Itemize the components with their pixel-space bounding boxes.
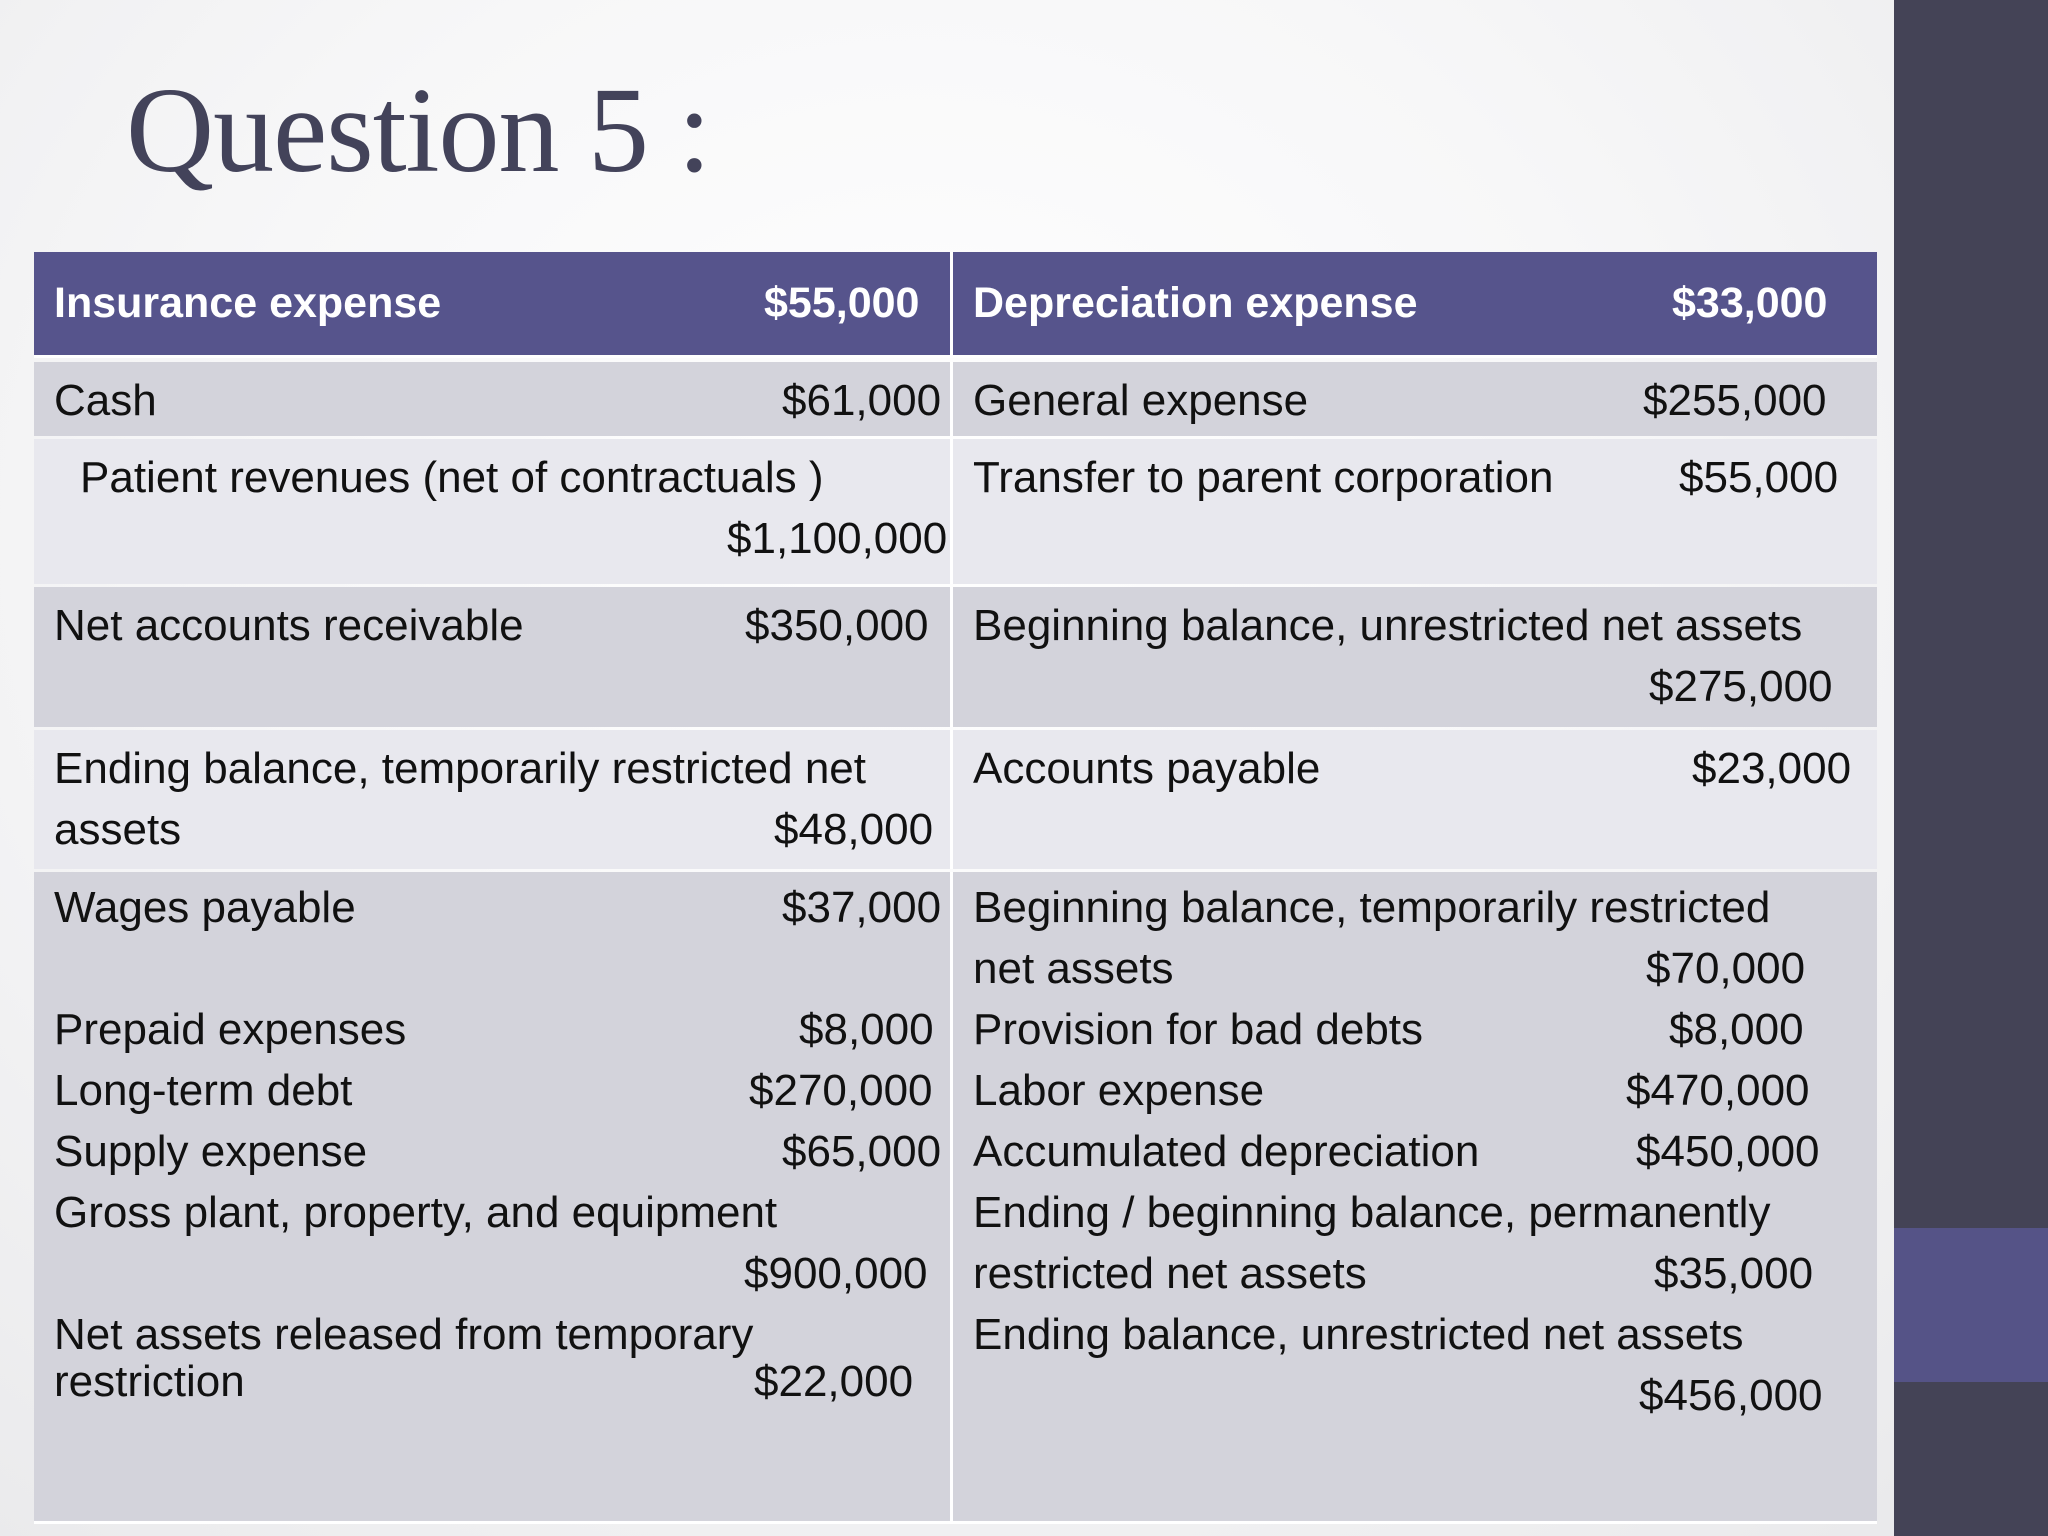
net-accounts-receivable-line: [54, 595, 950, 656]
accumulated-depreciation-value: $450,000: [1636, 1127, 1820, 1176]
table-cell: [953, 587, 1877, 727]
bad-debts-line: [973, 999, 1877, 1060]
labor-expense-value: $470,000: [1626, 1066, 1810, 1115]
released-value: $22,000: [754, 1357, 914, 1406]
prepaid-expenses-label: Prepaid expenses: [54, 1005, 407, 1054]
general-expense-line: [973, 370, 1877, 431]
patient-revenues-label: Patient revenues (net of contractuals ): [80, 453, 824, 502]
released-label-line-2: restriction: [54, 1357, 245, 1406]
gross-plant-value-line: [54, 1243, 950, 1304]
released-line-2: [54, 1351, 950, 1412]
long-term-debt-label: Long-term debt: [54, 1066, 353, 1115]
bad-debts-value: $8,000: [1669, 1005, 1804, 1054]
insurance-expense-value: $55,000: [764, 279, 920, 327]
prepaid-expenses-line: [54, 999, 950, 1060]
net-accounts-receivable-label: Net accounts receivable: [54, 601, 524, 650]
ending-temporary-label-line-2: assets: [54, 805, 182, 854]
transfer-parent-label: Transfer to parent corporation: [973, 453, 1554, 502]
accumulated-depreciation-label: Accumulated depreciation: [973, 1127, 1480, 1176]
table-row: [34, 730, 1877, 869]
financial-items-table: [34, 252, 1877, 1521]
table-cell: [34, 439, 953, 584]
beginning-temporary-line-1: [973, 877, 1877, 938]
cash-line: [54, 370, 950, 431]
cash-value: $61,000: [782, 376, 942, 425]
right-decorative-band: [1894, 0, 2048, 1536]
supply-expense-value: $65,000: [782, 1127, 942, 1176]
long-term-debt-line: [54, 1060, 950, 1121]
depreciation-expense-value: $33,000: [1672, 279, 1828, 327]
gross-plant-value: $900,000: [744, 1249, 928, 1298]
permanent-label-line-1: Ending / beginning balance, permanently: [973, 1188, 1771, 1237]
permanent-label-line-2: restricted net assets: [973, 1249, 1367, 1298]
wages-payable-line: [54, 877, 950, 938]
general-expense-label: General expense: [973, 376, 1309, 425]
transfer-parent-value: $55,000: [1679, 453, 1839, 502]
gross-plant-line: [54, 1182, 950, 1243]
ending-unrestricted-value: $456,000: [1639, 1371, 1823, 1420]
supply-expense-line: [54, 1121, 950, 1182]
table-header-row: [34, 252, 1877, 355]
permanent-line-2: [973, 1243, 1877, 1304]
accent-block: [1894, 1228, 2048, 1382]
table-cell: [34, 362, 953, 436]
table-cell: [34, 730, 953, 869]
table-cell: [953, 362, 1877, 436]
bad-debts-label: Provision for bad debts: [973, 1005, 1424, 1054]
labor-expense-label: Labor expense: [973, 1066, 1265, 1115]
accounts-payable-label: Accounts payable: [973, 744, 1321, 793]
transfer-parent-line: [973, 447, 1877, 508]
beginning-temporary-label-line-1: Beginning balance, temporarily restricted: [973, 883, 1771, 932]
wages-payable-value: $37,000: [782, 883, 942, 932]
beginning-unrestricted-value-line: [973, 656, 1877, 717]
general-expense-value: $255,000: [1643, 376, 1827, 425]
table-bottom-border: [34, 1521, 1877, 1524]
depreciation-expense-label: Depreciation expense: [973, 279, 1418, 327]
ending-temporary-line-1: [54, 738, 950, 799]
table-row: [34, 872, 1877, 1521]
accumulated-depreciation-line: [973, 1121, 1877, 1182]
wages-payable-label: Wages payable: [54, 883, 356, 932]
table-cell: [34, 872, 953, 1521]
permanent-value: $35,000: [1654, 1249, 1814, 1298]
labor-expense-line: [973, 1060, 1877, 1121]
table-cell: [953, 439, 1877, 584]
ending-unrestricted-line: [973, 1304, 1877, 1365]
slide-title: Question 5 :: [126, 63, 711, 198]
header-left-cell: [34, 252, 953, 355]
row-separator: [34, 355, 1877, 358]
accounts-payable-value: $23,000: [1692, 744, 1852, 793]
spacer-line: [54, 938, 950, 999]
beginning-unrestricted-label: Beginning balance, unrestricted net assets: [973, 601, 1803, 650]
ending-unrestricted-value-line: [973, 1365, 1877, 1426]
prepaid-expenses-value: $8,000: [799, 1005, 934, 1054]
cash-label: Cash: [54, 376, 157, 425]
ending-temporary-line-2: [54, 799, 950, 860]
patient-revenues-value: $1,100,000: [727, 514, 948, 563]
table-row: [34, 439, 1877, 584]
released-label-line-1: Net assets released from temporary: [54, 1310, 754, 1359]
patient-revenues-value-line: [54, 508, 950, 569]
net-accounts-receivable-value: $350,000: [745, 601, 929, 650]
table-cell: [34, 587, 953, 727]
beginning-temporary-label-line-2: net assets: [973, 944, 1174, 993]
table-row: [34, 362, 1877, 436]
patient-revenues-line: [54, 447, 950, 508]
header-right-cell: [953, 252, 1877, 355]
beginning-unrestricted-value: $275,000: [1649, 662, 1833, 711]
table-cell: [953, 872, 1877, 1521]
ending-unrestricted-label: Ending balance, unrestricted net assets: [973, 1310, 1744, 1359]
beginning-temporary-value: $70,000: [1646, 944, 1806, 993]
ending-temporary-value: $48,000: [774, 805, 934, 854]
table-cell: [953, 730, 1877, 869]
accounts-payable-line: [973, 738, 1877, 799]
beginning-temporary-line-2: [973, 938, 1877, 999]
permanent-line-1: [973, 1182, 1877, 1243]
insurance-expense-label: Insurance expense: [54, 279, 442, 327]
supply-expense-label: Supply expense: [54, 1127, 368, 1176]
table-row: [34, 587, 1877, 727]
beginning-unrestricted-line: [973, 595, 1877, 656]
ending-temporary-label-line-1: Ending balance, temporarily restricted net: [54, 744, 866, 793]
gross-plant-label: Gross plant, property, and equipment: [54, 1188, 778, 1237]
long-term-debt-value: $270,000: [749, 1066, 933, 1115]
